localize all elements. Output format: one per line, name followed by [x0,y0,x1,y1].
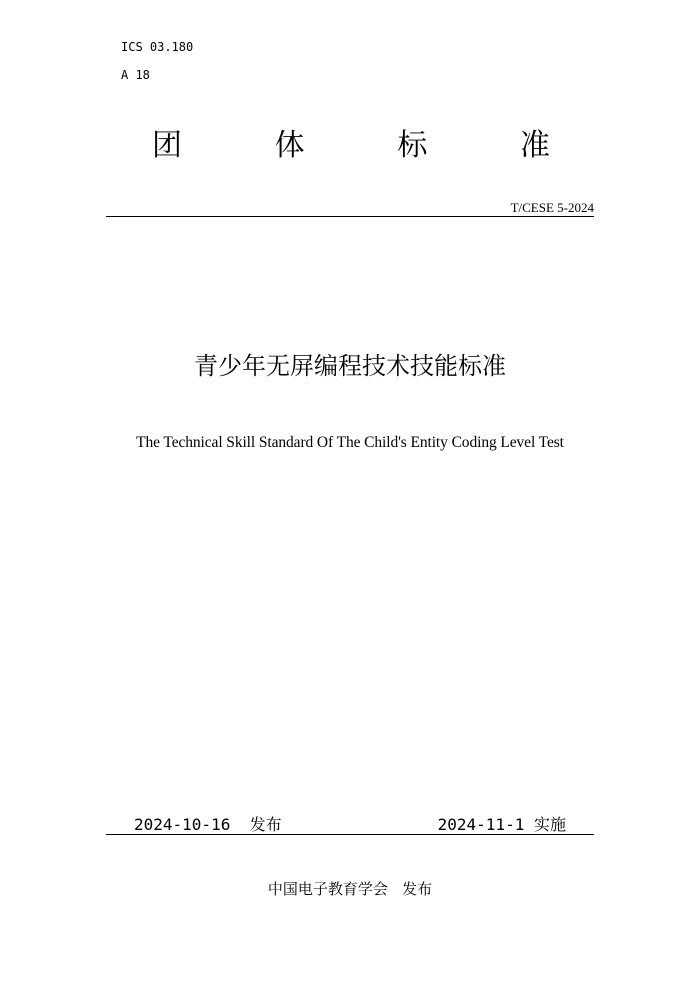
category-code: A 18 [121,68,150,82]
issue-label: 发布 [249,815,282,834]
doc-type-char: 准 [519,128,550,163]
doc-type-char: 体 [274,128,305,163]
ics-code: ICS 03.180 [121,40,194,54]
doc-type-char: 标 [397,128,428,163]
bottom-divider [106,834,594,835]
publisher-name: 中国电子教育学会 [267,880,388,898]
standard-number: T/CESE 5-2024 [510,200,594,215]
effective-date: 2024-11-1 [437,815,525,834]
effective-label: 实施 [533,815,566,834]
title-chinese: 青少年无屏编程技术技能标准 [194,352,506,380]
doc-type-char: 团 [152,128,182,163]
publisher-label: 发布 [402,880,433,898]
issue-date: 2024-10-16 [134,815,231,834]
document-type-heading [108,126,594,166]
publisher-line [0,878,700,900]
top-divider [106,216,594,217]
title-english: The Technical Skill Standard Of The Child's Entity Coding Level Test [136,434,564,451]
